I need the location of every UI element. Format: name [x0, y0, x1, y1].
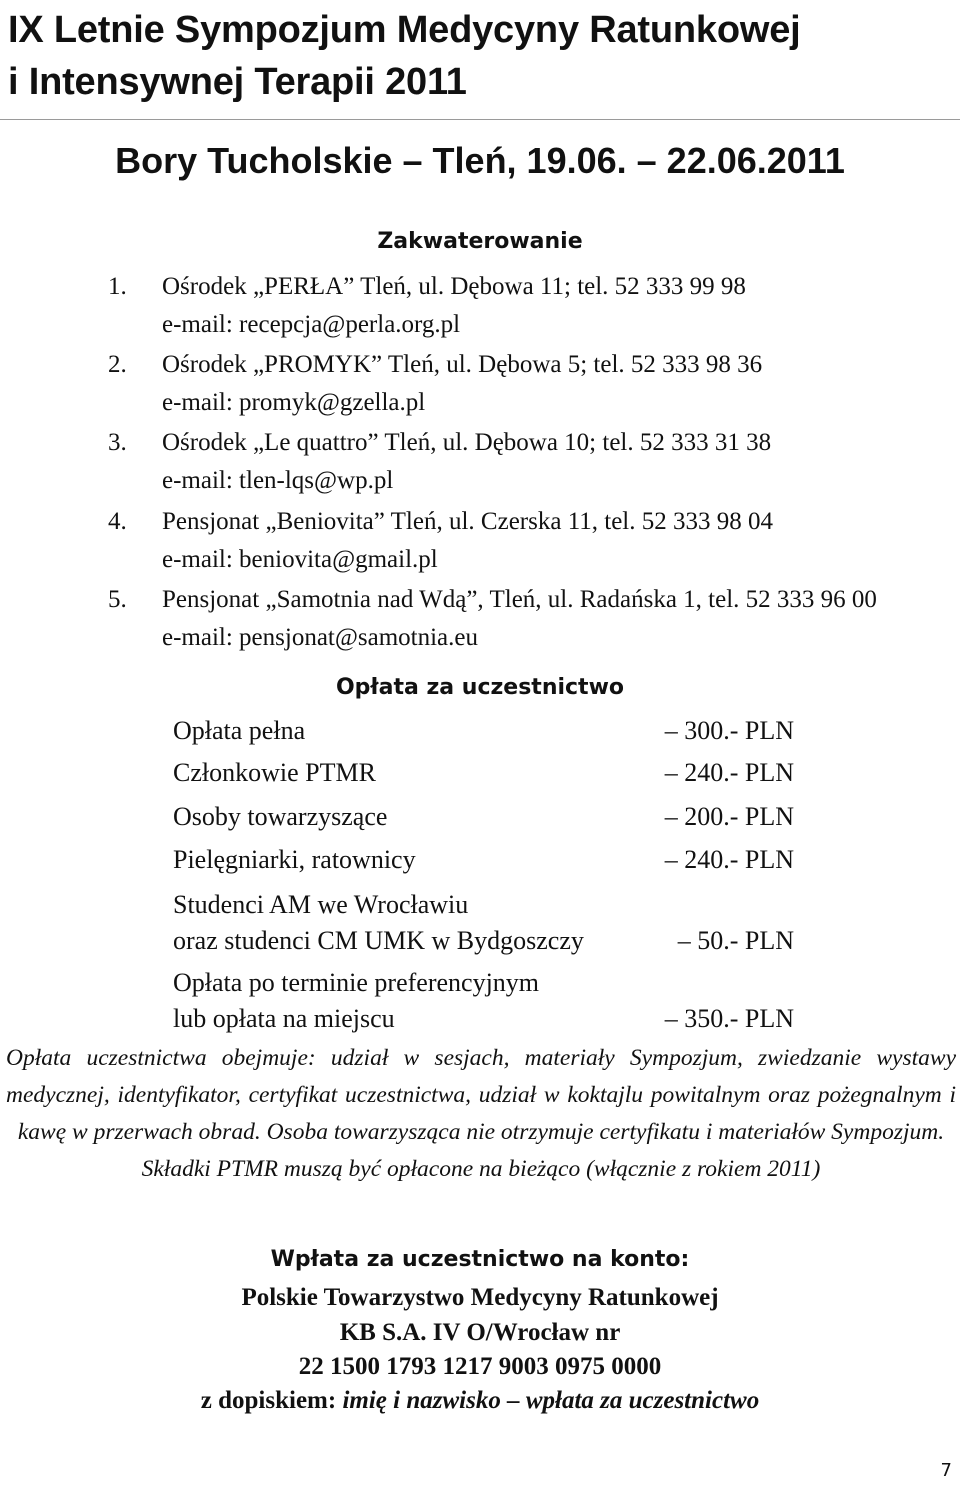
item-email: e-mail: tlen-lqs@wp.pl: [162, 467, 394, 494]
item-email: e-mail: pensjonat@samotnia.eu: [162, 624, 478, 651]
item-address: Ośrodek „PERŁA” Tleń, ul. Dębowa 11; tel. 52 333 99 98: [162, 273, 746, 300]
fee-label: Studenci AM we Wrocławiu: [173, 890, 469, 919]
ptmr-dues-note: Składki PTMR muszą być opłacone na bieżąco (włącznie z rokiem 2011): [141, 1156, 821, 1182]
item-number: 5.: [108, 586, 127, 613]
reference-prefix: z dopiskiem:: [200, 1387, 337, 1414]
item-address: Ośrodek „Le quattro” Tleń, ul. Dębowa 10; tel. 52 333 31 38: [162, 429, 772, 456]
item-number: 1.: [108, 273, 127, 300]
payment-organization: Polskie Towarzystwo Medycyny Ratunkowej: [241, 1284, 719, 1311]
fees-heading: Opłata za uczestnictwo: [335, 675, 625, 700]
fee-label: Opłata po terminie preferencyjnym: [173, 968, 540, 997]
payment-reference-note: [0, 1384, 960, 1418]
fee-label: Członkowie PTMR: [173, 758, 376, 787]
event-subtitle: Bory Tucholskie – Tleń, 19.06. – 22.06.2011: [115, 140, 845, 181]
item-number: 3.: [108, 429, 127, 456]
item-address: Pensjonat „Samotnia nad Wdą”, Tleń, ul. Radańska 1, tel. 52 333 96 00: [162, 586, 877, 613]
title-line-2: i Intensywnej Terapii 2011: [8, 61, 467, 103]
fee-amount: – 240.- PLN: [664, 845, 794, 874]
fee-label-continued: lub opłata na miejscu: [173, 1004, 395, 1033]
item-number: 2.: [108, 351, 127, 378]
document-title: [8, 4, 958, 108]
fee-inclusion-note: Opłata uczestnictwa obejmuje: udział w sesjach, materiały Sympozjum, zwiedzanie wystawy medycznej, identyfikator, certyfikat uczestnictwa, udział w koktajlu powitalnym oraz pożegnalnym i kawę w przerwach obrad. Osoba towarzysząca nie otrzymuje certyfikatu i materiałów Sympozjum.: [6, 1045, 956, 1145]
fee-amount: – 240.- PLN: [664, 758, 794, 787]
item-email: e-mail: beniovita@gmail.pl: [162, 546, 438, 573]
fee-notes: [6, 1040, 956, 1188]
title-line-1: IX Letnie Sympozjum Medycyny Ratunkowej: [8, 9, 801, 51]
reference-text: imię i nazwisko – wpłata za uczestnictwo: [342, 1387, 760, 1414]
page-number: 7: [940, 1460, 952, 1481]
fee-amount: – 200.- PLN: [664, 802, 794, 831]
item-number: 4.: [108, 508, 127, 535]
fee-amount: – 50.- PLN: [677, 926, 794, 955]
fee-label: Opłata pełna: [173, 716, 306, 745]
fee-label: Osoby towarzyszące: [173, 802, 388, 831]
item-email: e-mail: recepcja@perla.org.pl: [162, 311, 461, 338]
header-divider: [0, 119, 960, 120]
fee-amount: – 300.- PLN: [664, 716, 794, 745]
fee-label: Pielęgniarki, ratownicy: [173, 845, 416, 874]
item-address: Ośrodek „PROMYK” Tleń, ul. Dębowa 5; tel. 52 333 98 36: [162, 351, 763, 378]
payment-bank: KB S.A. IV O/Wrocław nr: [339, 1319, 621, 1346]
item-address: Pensjonat „Beniovita” Tleń, ul. Czerska 11, tel. 52 333 98 04: [162, 508, 773, 535]
payment-heading: Wpłata za uczestnictwo na konto:: [270, 1247, 690, 1272]
accommodation-heading: Zakwaterowanie: [377, 229, 583, 254]
fee-amount: – 350.- PLN: [664, 1004, 794, 1033]
fee-label-continued: oraz studenci CM UMK w Bydgoszczy: [173, 926, 584, 955]
item-email: e-mail: promyk@gzella.pl: [162, 389, 426, 416]
payment-account-number: 22 1500 1793 1217 9003 0975 0000: [298, 1353, 662, 1380]
